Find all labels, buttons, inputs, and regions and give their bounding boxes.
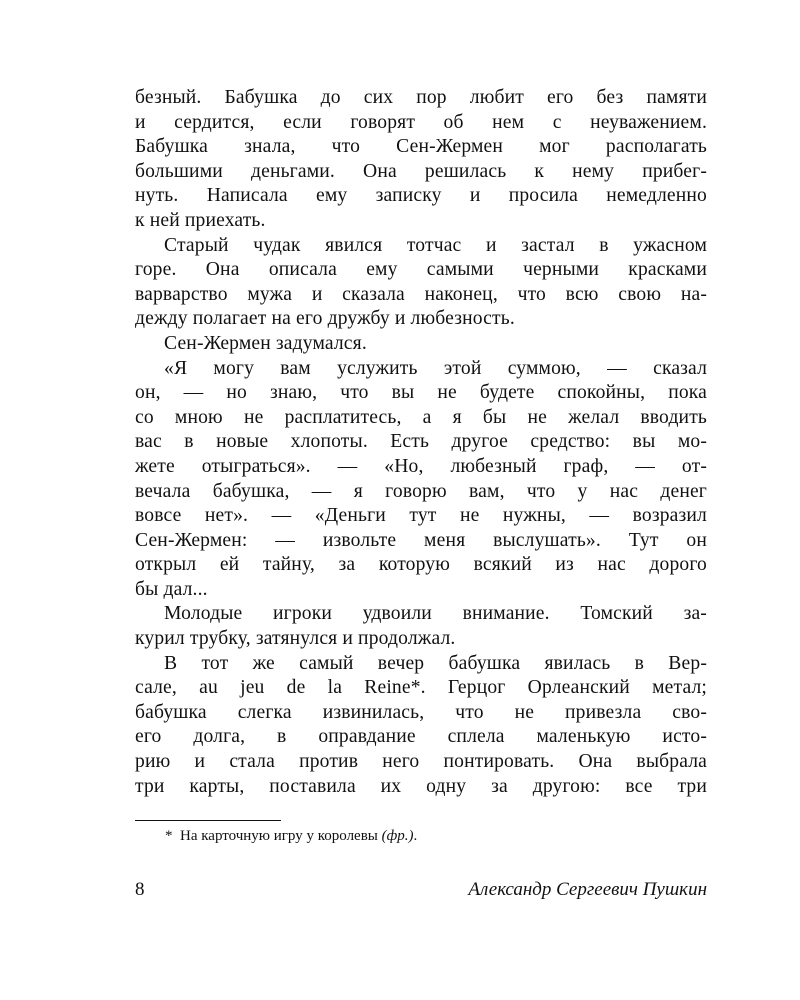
text-line: большими деньгами. Она решилась к нему прибег- xyxy=(135,160,707,182)
running-footer-author: Александр Сергеевич Пушкин xyxy=(468,879,707,900)
text-line: Старый чудак явился тотчас и застал в ужасном xyxy=(164,234,707,256)
footnote-language-gloss: (фр.) xyxy=(381,828,414,844)
text-line: безный. Бабушка до сих пор любит его без памяти xyxy=(135,87,707,108)
text-line: он, — но знаю, что вы не будете спокойны, пока xyxy=(135,382,707,404)
text-line: бы дал... xyxy=(135,578,208,600)
text-line: Молодые игроки удвоили внимание. Томский за- xyxy=(164,603,707,625)
text-line: Бабушка знала, что Сен-Жермен мог располагать xyxy=(135,136,707,158)
text-line: В тот же самый вечер бабушка явилась в Вер- xyxy=(164,652,707,674)
text-line: и сердится, если говорят об нем с неуважением. xyxy=(135,111,707,133)
text-line: его долга, в оправдание сплела маленькую исто- xyxy=(135,726,707,748)
text-line: три карты, поставила их одну за другою: все три xyxy=(135,775,707,797)
text-line: рию и стала против него понтировать. Она выбрала xyxy=(135,751,707,773)
text-line: сале, au jeu de la Reine*. Герцог Орлеанский метал; xyxy=(135,677,707,699)
text-line: жете отыграться». — «Но, любезный граф, — от- xyxy=(135,455,707,477)
text-line: дежду полагает на его дружбу и любезность. xyxy=(135,308,515,330)
text-line: вовсе нет». — «Деньги тут не нужны, — возразил xyxy=(135,505,707,527)
page-number: 8 xyxy=(135,879,145,900)
text-line: Сен-Жермен задумался. xyxy=(164,332,367,354)
footnote-rule xyxy=(135,820,281,821)
footnote-marker: * xyxy=(165,828,173,844)
text-line: нуть. Написала ему записку и просила немедленно xyxy=(135,185,707,207)
text-line: горе. Она описала ему самыми черными красками xyxy=(135,259,707,281)
footnote-period: . xyxy=(413,828,418,844)
body-text xyxy=(135,86,707,799)
text-line: Сен-Жермен: — извольте меня выслушать». Тут он xyxy=(135,529,707,551)
footnote-text: На карточную игру у королевы xyxy=(180,828,378,844)
text-line: к ней приехать. xyxy=(135,209,266,231)
text-line: варварство мужа и сказала наконец, что всю свою на- xyxy=(135,283,707,305)
footnote xyxy=(165,826,417,846)
text-line: со мною не расплатитесь, а я бы не желал вводить xyxy=(135,406,707,428)
text-line: открыл ей тайну, за которую всякий из нас дорого xyxy=(135,554,707,576)
text-line: курил трубку, затянулся и продолжал. xyxy=(135,628,456,650)
text-line: бабушка слегка извинилась, что не привезла сво- xyxy=(135,701,707,723)
text-line: вас в новые хлопоты. Есть другое средство: вы мо- xyxy=(135,431,707,453)
text-line: вечала бабушка, — я говорю вам, что у нас денег xyxy=(135,480,707,502)
text-line: «Я могу вам услужить этой суммою, — сказал xyxy=(164,357,707,379)
